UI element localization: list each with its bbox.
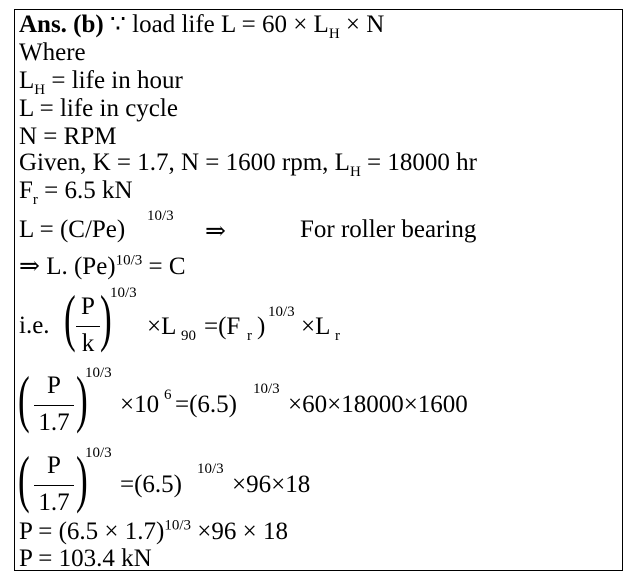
life-equation: L = (C/Pe) <box>19 216 126 243</box>
definition-l: L = life in cycle <box>19 95 178 122</box>
fraction-p-over-1-7: P <box>47 372 61 399</box>
load-life-relation: ⇒ L. $(Pe)^{10/3} = C$ <box>19 252 186 280</box>
final-answer: P = 103.4 kN <box>19 545 152 572</box>
definition-lh: $L_H$ = life in hour <box>19 67 183 98</box>
given-line: Given, K = 1.7, N = 1600 rpm, $L_H = 18000$ hr <box>19 149 477 180</box>
power-equation: $P = (6.5 \times 1.7)^{10/3} \times 96 \times 18$ <box>19 517 288 545</box>
ie-label: i.e. <box>19 312 50 339</box>
roller-bearing-note: For roller bearing <box>300 216 477 243</box>
where-line: Where <box>19 39 86 66</box>
fraction-p-over-k: P <box>81 293 95 320</box>
answer-label: Ans. (b) <box>19 11 104 38</box>
answer-heading-line: Ans. (b) ∵ load life $L = 60 \times L_H \times N$ <box>19 11 385 42</box>
definition-n: N = RPM <box>19 123 117 150</box>
radial-load-line: $F_r = 6.5$ kN <box>19 177 133 208</box>
implies-arrow: ⇒ <box>205 218 226 245</box>
fraction-p-over-1-7-second: P <box>47 452 61 479</box>
life-equation-exponent: 10/3 <box>147 208 174 224</box>
